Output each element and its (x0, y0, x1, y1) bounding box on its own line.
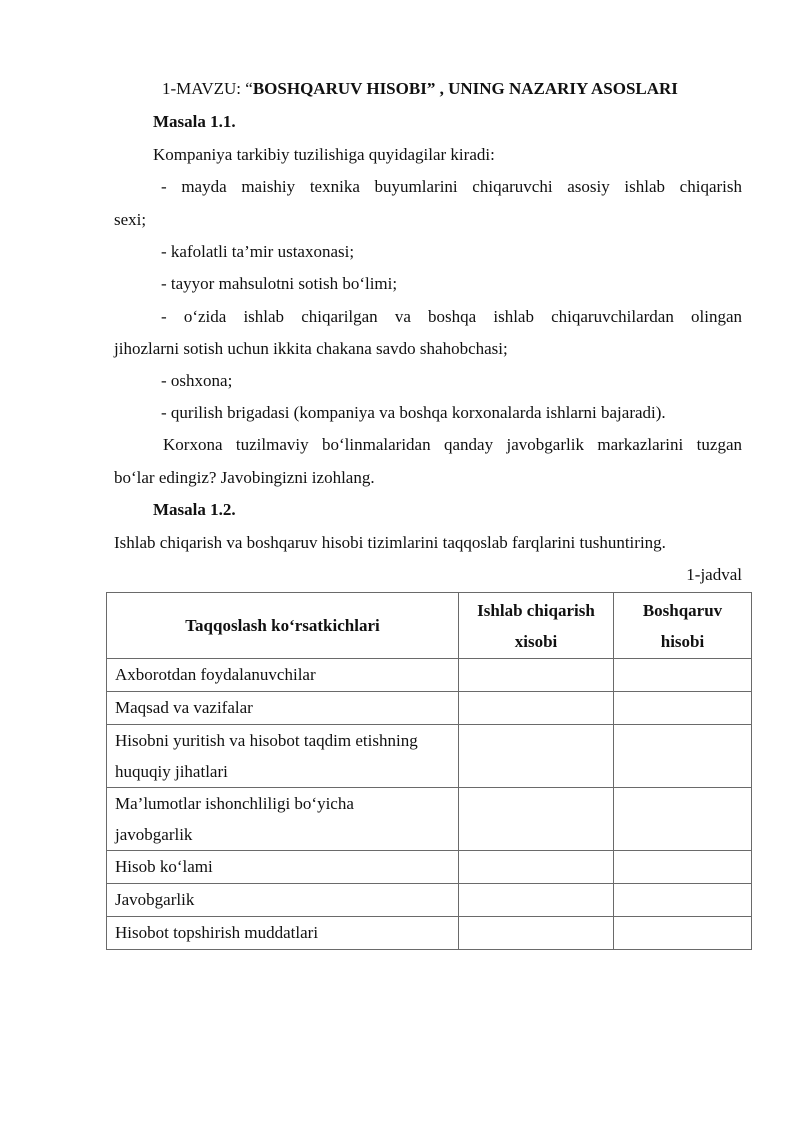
table-header-row (107, 593, 752, 659)
cell-management (614, 884, 752, 917)
cell-management (614, 659, 752, 692)
task1-item5: - oshxona; (161, 371, 233, 390)
cell-production (459, 788, 614, 851)
row-label: Hisob ko‘lami (107, 851, 459, 884)
header-indicators: Taqqoslash ko‘rsatkichlari (107, 593, 459, 659)
table-row (107, 659, 752, 692)
row-label: Javobgarlik (107, 884, 459, 917)
table-row (107, 725, 752, 788)
cell-production (459, 851, 614, 884)
task1-item6: - qurilish brigadasi (kompaniya va boshqa korxonalarda ishlarni bajaradi). (161, 403, 666, 422)
task1-intro: Kompaniya tarkibiy tuzilishiga quyidagilar kiradi: (153, 145, 495, 164)
row-label: Hisobot topshirish muddatlari (107, 917, 459, 950)
task1-item2: - kafolatli ta’mir ustaxonasi; (161, 242, 355, 261)
page-title (162, 80, 678, 97)
cell-production (459, 659, 614, 692)
table-caption: 1-jadval (686, 565, 742, 584)
cell-production (459, 884, 614, 917)
table-row (107, 788, 752, 851)
cell-management (614, 692, 752, 725)
header-production-accounting: Ishlab chiqarish xisobi (459, 593, 614, 659)
row-label: Maqsad va vazifalar (107, 692, 459, 725)
title-bold: BOSHQARUV HISOBI” , UNING NAZARIY ASOSLARI (252, 79, 678, 98)
table-row (107, 917, 752, 950)
cell-production (459, 917, 614, 950)
task1-item4-line2: jihozlarni sotish uchun ikkita chakana savdo shahobchasi; (114, 339, 508, 358)
cell-management (614, 725, 752, 788)
title-prefix: 1-MAVZU: “ (162, 79, 253, 98)
task2-intro: Ishlab chiqarish va boshqaruv hisobi tizimlarini taqqoslab farqlarini tushuntiring. (114, 533, 666, 552)
header-management-accounting: Boshqaruv hisobi (614, 593, 752, 659)
cell-production (459, 725, 614, 788)
table-row (107, 851, 752, 884)
cell-management (614, 851, 752, 884)
task1-item1-line1: - mayda maishiy texnika buyumlarini chiqaruvchi asosiy ishlab chiqarish (161, 177, 742, 196)
table-row (107, 692, 752, 725)
task2-heading: Masala 1.2. (153, 500, 236, 519)
row-label: Axborotdan foydalanuvchilar (107, 659, 459, 692)
cell-production (459, 692, 614, 725)
comparison-table (106, 592, 752, 950)
task1-item1-line2: sexi; (114, 210, 147, 229)
cell-management (614, 917, 752, 950)
row-label: Hisobni yuritish va hisobot taqdim etishning huquqiy jihatlari (107, 725, 459, 788)
task1-question-line2: bo‘lar edingiz? Javobingizni izohlang. (114, 468, 375, 487)
task1-question-line1: Korxona tuzilmaviy bo‘linmalaridan qanday javobgarlik markazlarini tuzgan (163, 435, 742, 454)
task1-item3: - tayyor mahsulotni sotish bo‘limi; (161, 274, 398, 293)
table-row (107, 884, 752, 917)
task1-heading: Masala 1.1. (153, 112, 236, 131)
task1-item4-line1: - o‘zida ishlab chiqarilgan va boshqa ishlab chiqaruvchilardan olingan (161, 307, 742, 326)
row-label: Ma’lumotlar ishonchliligi bo‘yicha javobgarlik (107, 788, 459, 851)
cell-management (614, 788, 752, 851)
